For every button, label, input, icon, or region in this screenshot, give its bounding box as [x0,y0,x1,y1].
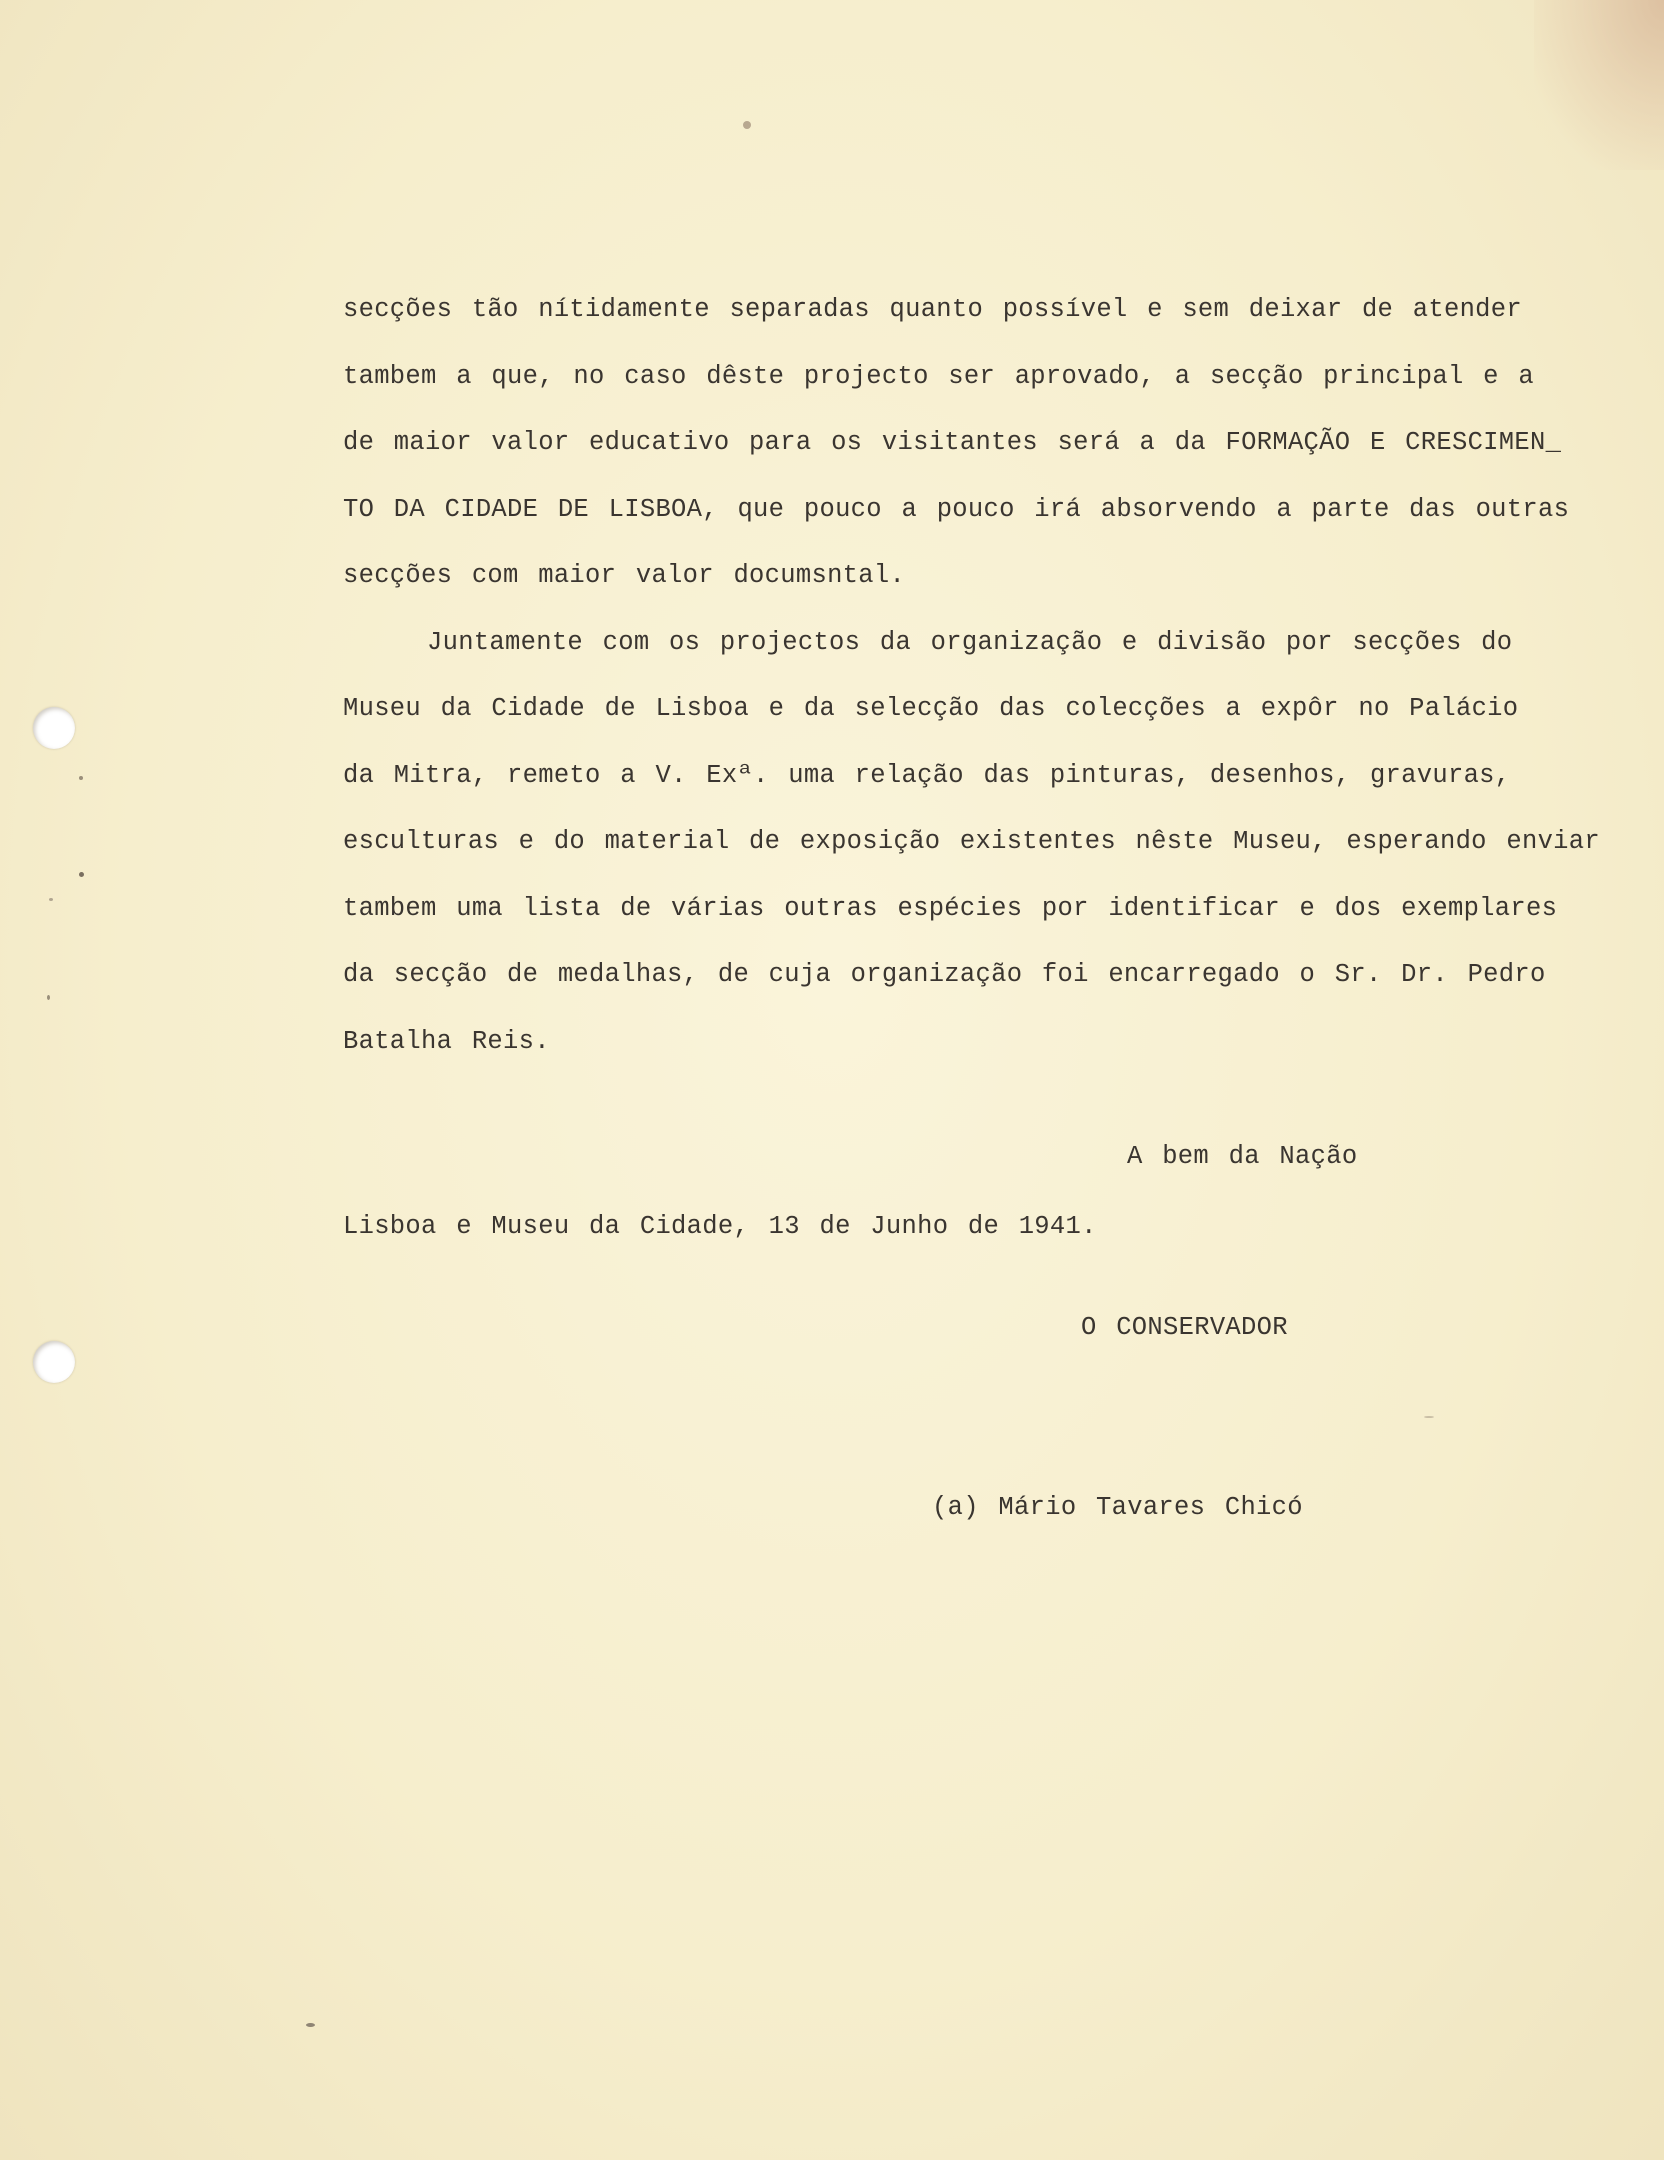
text-line: Juntamente com os projectos da organização e divisão por secções do [427,627,1513,657]
closing-salutation: A bem da Nação [1127,1142,1358,1171]
date-line: Lisboa e Museu da Cidade, 13 de Junho de 1941. [343,1212,1097,1241]
paper-speck [79,872,84,877]
paper-speck [79,776,83,780]
signatory-name: (a) Mário Tavares Chicó [932,1493,1303,1522]
text-line: da Mitra, remeto a V. Exª. uma relação das pinturas, desenhos, gravuras, [343,760,1511,790]
text-line: TO DA CIDADE DE LISBOA, que pouco a pouco irá absorvendo a parte das outras [343,494,1570,524]
signatory-role: O CONSERVADOR [1081,1313,1288,1342]
paragraph-2 [343,623,1643,1089]
text-line: secções com maior valor documsntal. [343,561,906,590]
punch-hole-top [33,707,75,749]
paper-speck [47,995,50,1000]
text-line: tambem a que, no caso dêste projecto ser aprovado, a secção principal e a [343,361,1534,391]
text-line: de maior valor educativo para os visitantes será a da FORMAÇÃO E CRESCIMEN_ [343,428,1562,457]
paper-stain [1534,0,1664,170]
paper-speck [1424,1416,1434,1418]
paragraph-1 [343,290,1643,623]
paper-speck [743,121,751,129]
punch-hole-bottom [33,1341,75,1383]
text-line: da secção de medalhas, de cuja organização foi encarregado o Sr. Dr. Pedro [343,960,1546,989]
text-line: esculturas e do material de exposição existentes nêste Museu, esperando enviar [343,827,1600,856]
text-line: tambem uma lista de várias outras espécies por identificar e dos exemplares [343,893,1558,923]
text-line: secções tão nítidamente separadas quanto possível e sem deixar de atender [343,295,1522,324]
paper-speck [49,898,53,901]
letter-body [343,290,1643,1088]
paper-speck [306,2023,315,2027]
text-line: Museu da Cidade de Lisboa e da selecção das colecções a expôr no Palácio [343,694,1519,723]
text-line: Batalha Reis. [343,1026,550,1056]
